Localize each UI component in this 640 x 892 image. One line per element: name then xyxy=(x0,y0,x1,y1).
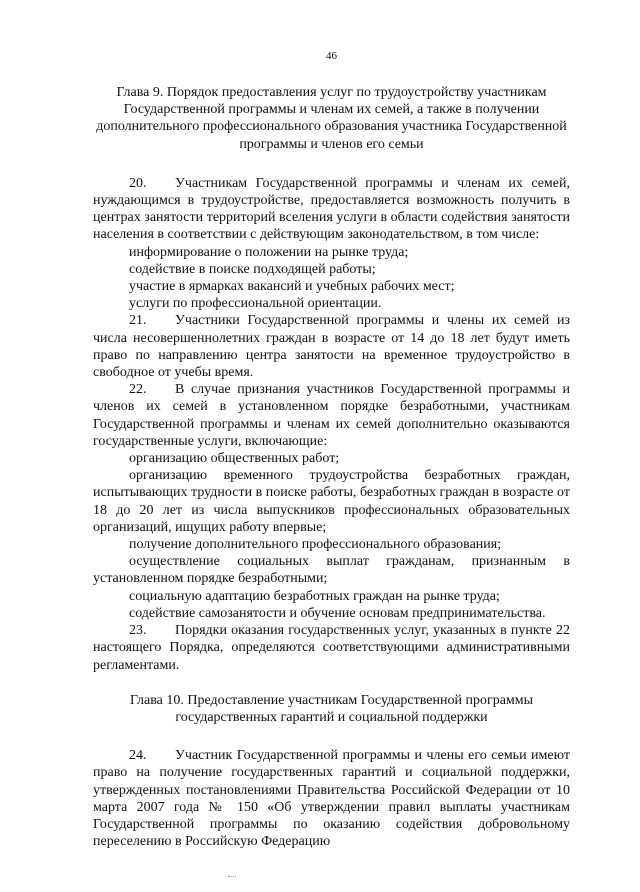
paragraph-20-item-1: информирование о положении на рынке труда; xyxy=(129,244,409,260)
paragraph-22-number: 22. xyxy=(129,382,147,398)
paragraph-24-text: Участник Государственной программы и члены его семьи имеют право на получение государственных гарантий и социальной поддержки, утвержденных постановлениями Правительства Российской Федерации от 10 марта 2007 года № 150 «Об утверждении правил выплаты участникам Государственной программы по оказанию содействия добровольному переселению в Российскую Федерацию xyxy=(93,748,570,850)
paragraph-20-text: Участникам Государственной программы и членам их семей, нуждающимся в трудоустройстве, предоставляется возможность получить в центрах занятости территорий вселения услуги в области содействия занятости населения в соответствии с действующим законодательством, в том числе: xyxy=(93,175,570,243)
paragraph-22-item-5: социальную адаптацию безработных граждан на рынке труда; xyxy=(129,588,500,604)
paragraph-20-number: 20. xyxy=(129,175,147,191)
paragraph-23-text: Порядки оказания государственных услуг, указанных в пункте 22 настоящего Порядка, определяются соответствующими административными регламентами. xyxy=(93,623,570,673)
paragraph-22-item-4: осуществление социальных выплат гражданам, признанным в установленном порядке безработными; xyxy=(93,554,570,587)
paragraph-21-text: Участники Государственной программы и члены их семей из числа несовершеннолетних граждан в возрасте от 14 до 18 лет будут иметь право по направлению центра занятости на временное трудоустройство в свободное от учебы время. xyxy=(93,313,570,381)
paragraph-24 xyxy=(93,747,570,850)
paragraph-22-item-2: организацию временного трудоустройства безработных граждан, испытывающих трудности в поиске работы, безработных граждан в возрасте от 18 до 20 лет из числа выпускников профессиональных образовательных организаций, ищущих работу впервые; xyxy=(93,468,570,535)
paragraph-20-item-4: услуги по профессиональной ориентации. xyxy=(129,296,382,312)
page-number: 46 xyxy=(326,50,337,62)
paragraph-22-item-6: содействие самозанятости и обучение основам предпринимательства. xyxy=(129,605,546,621)
chapter-9-title: Глава 9. Порядок предоставления услуг по трудоустройству участникам Государственной программы и членам их семей, а также в получении дополнительного профессионального образования участника Государственной программы и членов его семьи xyxy=(96,85,567,152)
paragraph-20-item-3: участие в ярмарках вакансий и учебных рабочих мест; xyxy=(129,279,455,295)
paragraph-22-item-1: организацию общественных работ; xyxy=(129,451,340,467)
chapter-10-title: Глава 10. Предоставление участникам Государственной программы государственных гарантий и социальной поддержки xyxy=(129,692,534,725)
paragraph-23-number: 23. xyxy=(129,623,147,639)
paragraph-20 xyxy=(93,175,570,244)
scan-artifact-mark xyxy=(228,876,236,878)
paragraph-22-text: В случае признания участников Государственной программы и членов их семей в установленном порядке безработными, участникам Государственной программы и членам их семей дополнительно оказываются государственные услуги, включающие: xyxy=(93,382,570,449)
paragraph-20-item-2: содействие в поиске подходящей работы; xyxy=(129,261,376,277)
paragraph-22 xyxy=(93,381,570,450)
paragraph-23 xyxy=(93,622,570,674)
paragraph-24-number: 24. xyxy=(129,748,147,764)
paragraph-22-item-3: получение дополнительного профессионального образования; xyxy=(129,537,502,553)
paragraph-21 xyxy=(93,312,570,381)
paragraph-21-number: 21. xyxy=(129,313,147,329)
